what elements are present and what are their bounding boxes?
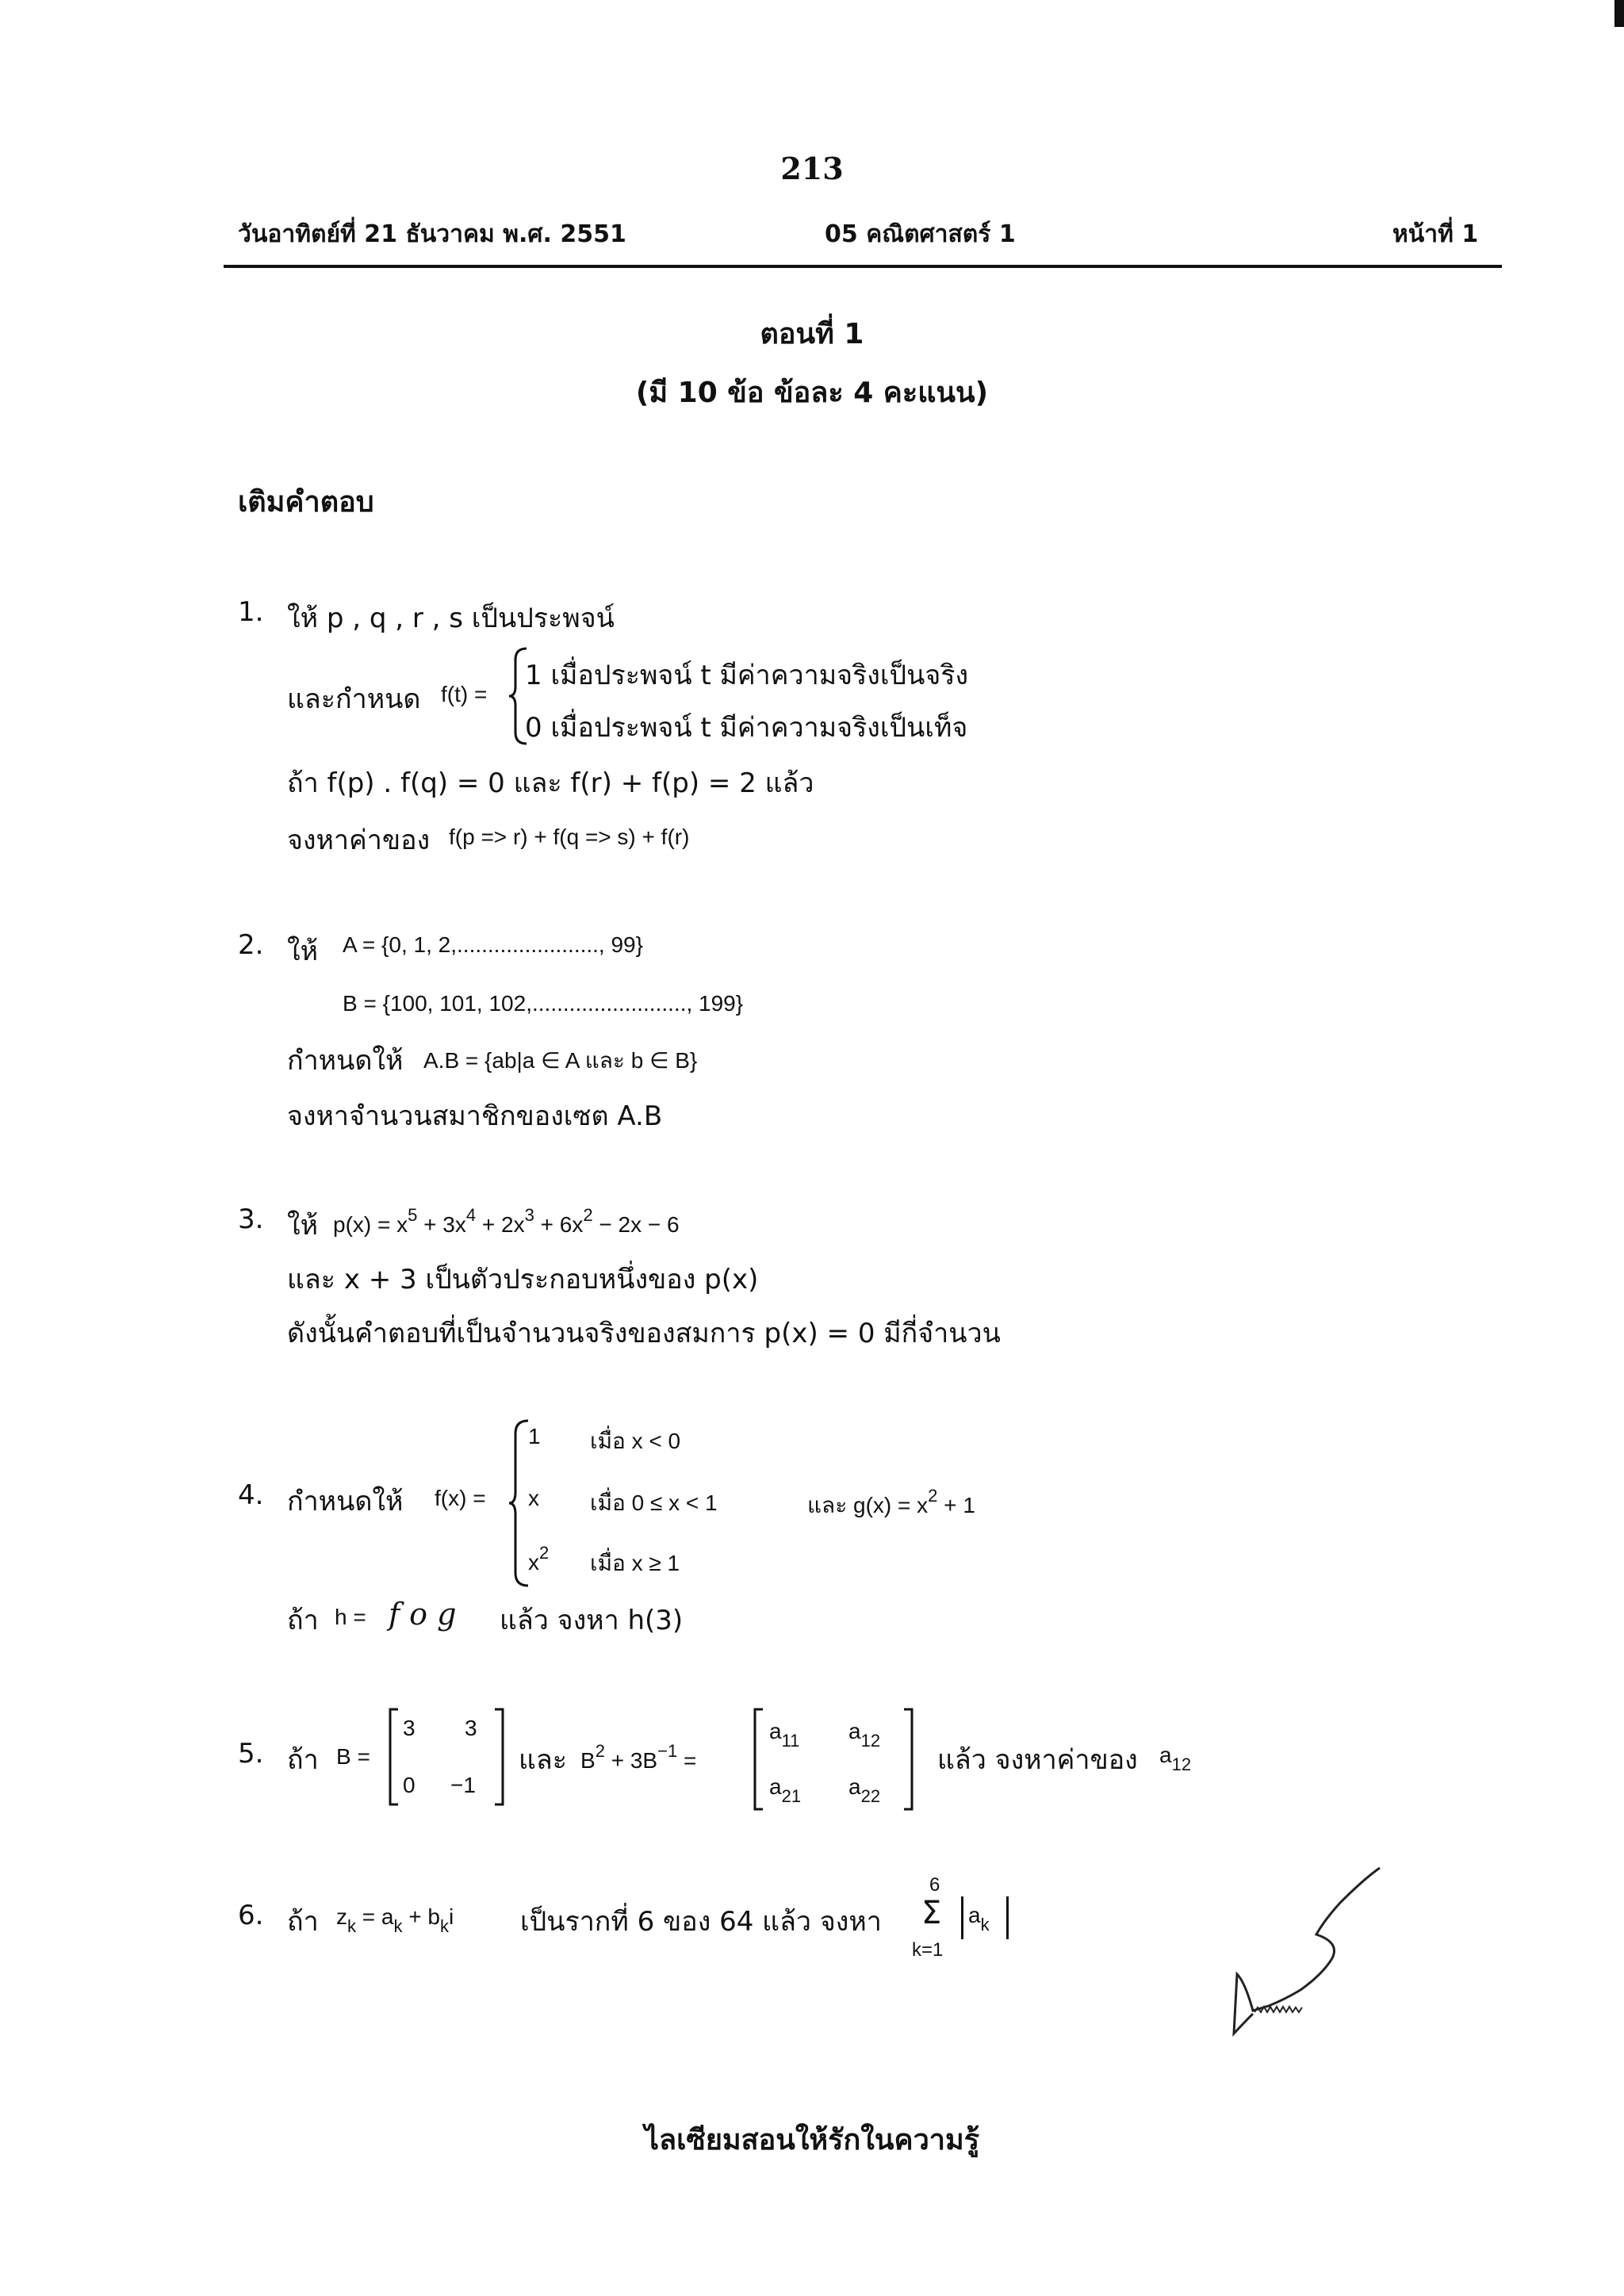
q3-exp-4: 4: [465, 1205, 477, 1225]
q4-line2-if: ถ้า: [287, 1605, 319, 1636]
q5-b-12: 3: [465, 1716, 477, 1740]
q5-matrix-a: [753, 1708, 914, 1811]
q3-polynomial: [333, 1205, 680, 1238]
q5-b-label: B =: [336, 1744, 370, 1769]
q1-case2: 0 เมื่อประพจน์ t มีค่าความจริงเป็นเท็จ: [525, 712, 968, 744]
q5-matrix-b: [389, 1708, 504, 1806]
q1-ask-label: จงหาค่าของ: [287, 825, 431, 856]
q6-a-sub: k: [393, 1916, 403, 1936]
q5-if: ถ้า: [287, 1744, 319, 1776]
q4-line2-h: h =: [335, 1605, 366, 1629]
q4-case3-base: x: [528, 1550, 539, 1575]
q6-abs-bars: [961, 1896, 1009, 1939]
q3-number: 3.: [238, 1203, 264, 1235]
q4-define-label: กำหนดให้: [287, 1486, 404, 1517]
q3-exp-2: 2: [583, 1205, 593, 1225]
q2-set-a: A = {0, 1, 2,......................., 99}: [343, 932, 643, 957]
header-subject: 05 คณิตศาสตร์ 1: [825, 220, 1016, 248]
q1-number: 1.: [238, 596, 264, 628]
q6-i: i: [448, 1904, 454, 1929]
q5-a-22: [848, 1774, 880, 1807]
signature-icon: [1221, 1863, 1396, 2045]
q4-g-label: และ g(x) = x: [807, 1493, 929, 1517]
header-page: หน้าที่ 1: [1392, 220, 1479, 248]
q6-expression: [336, 1904, 454, 1937]
q4-case3-value: [528, 1543, 549, 1575]
q5-target-base: a: [1159, 1743, 1172, 1767]
q5-a-21-sub: 21: [781, 1786, 802, 1806]
header-rule: [224, 265, 1502, 268]
q4-case2-condition: เมื่อ 0 ≤ x < 1: [590, 1490, 718, 1515]
q5-a-12-sub: 12: [860, 1731, 881, 1751]
q4-case1-value: 1: [528, 1424, 541, 1448]
q2-define-expr: A.B = {ab|a ∈ A และ b ∈ B}: [423, 1048, 698, 1073]
q2-set-b: B = {100, 101, 102,........................., 199}: [343, 991, 744, 1016]
q5-a-21-base: a: [769, 1774, 782, 1799]
q5-target-sub: 12: [1171, 1755, 1192, 1774]
q4-line2-fog: f o g: [389, 1597, 457, 1632]
q3-poly-lhs: p(x) = x: [333, 1212, 408, 1237]
q3-term-5: − 2x − 6: [592, 1212, 680, 1237]
header-date: วันอาทิตย์ที่ 21 ธันวาคม พ.ศ. 2551: [238, 220, 626, 248]
q3-term-4: + 6x: [534, 1212, 584, 1237]
q6-sum-upper: 6: [929, 1874, 940, 1896]
q5-and: และ: [519, 1744, 568, 1776]
q6-z: z: [336, 1904, 347, 1929]
q4-number: 4.: [238, 1479, 264, 1511]
q6-b-sub: k: [439, 1916, 449, 1936]
q4-case3-condition: เมื่อ x ≥ 1: [590, 1551, 680, 1575]
q5-a-12: [848, 1719, 880, 1751]
page-corner-mark: [1614, 0, 1624, 27]
q5-b-11: 3: [403, 1716, 416, 1740]
q6-text: เป็นรากที่ 6 ของ 64 แล้ว จงหา: [520, 1906, 882, 1938]
q3-exp-3: 3: [524, 1205, 534, 1225]
q6-if: ถ้า: [287, 1906, 319, 1938]
q5-number: 5.: [238, 1738, 264, 1770]
q1-ask-expr: f(p => r) + f(q => s) + f(r): [449, 825, 690, 849]
q3-exp-5: 5: [408, 1205, 418, 1225]
q2-define-label: กำหนดให้: [287, 1045, 404, 1077]
q4-case1-condition: เมื่อ x < 0: [590, 1429, 681, 1453]
q4-case2-value: x: [528, 1486, 539, 1510]
q6-plus-b: + b: [402, 1904, 440, 1929]
q5-a-22-sub: 22: [860, 1786, 881, 1806]
q6-z-sub: k: [347, 1916, 356, 1936]
q1-define-label: และกำหนด: [287, 683, 421, 715]
q2-give: ให้: [287, 936, 319, 967]
q1-fdef: f(t) =: [441, 682, 488, 706]
q5-expr-b: B: [580, 1748, 596, 1773]
q3-term-2: + 3x: [417, 1212, 466, 1237]
q2-ask: จงหาจำนวนสมาชิกของเซต A.B: [287, 1100, 663, 1132]
q4-g-tail: + 1: [937, 1493, 975, 1517]
q5-expr-exp-inv: −1: [657, 1741, 678, 1761]
q5-target: [1159, 1743, 1191, 1775]
q4-fdef: f(x) =: [435, 1486, 486, 1510]
q5-b-22: −1: [450, 1773, 476, 1797]
q6-eq-a: = a: [356, 1904, 394, 1929]
q5-then: แล้ว จงหาค่าของ: [937, 1744, 1138, 1776]
q1-case1: 1 เมื่อประพจน์ t มีค่าความจริงเป็นจริง: [525, 660, 969, 691]
q5-a-21: [769, 1774, 801, 1807]
q4-g-definition: [807, 1486, 975, 1523]
q5-expr-mid: + 3B: [604, 1748, 658, 1773]
q6-abs-sub: k: [980, 1915, 990, 1934]
q5-expression: [580, 1741, 696, 1774]
q6-sum-icon: Σ: [921, 1895, 942, 1931]
part-subtitle: (มี 10 ข้อ ข้อละ 4 คะแนน): [635, 377, 989, 409]
section-title: เติมคำตอบ: [238, 486, 374, 519]
q1-line1: ให้ p , q , r , s เป็นประพจน์: [287, 603, 615, 634]
q6-sum-lower: k=1: [912, 1939, 944, 1961]
q5-a-11-base: a: [769, 1719, 782, 1743]
q3-line2: และ x + 3 เป็นตัวประกอบหนึ่งของ p(x): [287, 1264, 759, 1295]
q1-line3: ถ้า f(p) . f(q) = 0 และ f(r) + f(p) = 2 แล้ว: [287, 767, 814, 799]
q5-a-12-base: a: [848, 1719, 861, 1743]
q6-number: 6.: [238, 1900, 264, 1931]
q3-term-3: + 2x: [476, 1212, 525, 1237]
q4-line2-ask: แล้ว จงหา h(3): [500, 1605, 684, 1636]
q6-abs-content: [968, 1903, 990, 1935]
q3-line3: ดังนั้นคำตอบที่เป็นจำนวนจริงของสมการ p(x) = 0 มีกี่จำนวน: [287, 1318, 1001, 1349]
q5-expr-eq: =: [677, 1748, 697, 1773]
page-number: 213: [780, 151, 844, 186]
q2-number: 2.: [238, 929, 264, 961]
footer-motto: ไลเซียมสอนให้รักในความรู้: [644, 2124, 980, 2156]
q5-a-11-sub: 11: [781, 1731, 800, 1751]
q5-a-11: [769, 1719, 799, 1751]
q6-abs-a: a: [968, 1903, 981, 1927]
q3-give: ให้: [287, 1210, 319, 1242]
q5-a-22-base: a: [848, 1774, 861, 1799]
q4-g-exp: 2: [928, 1486, 938, 1506]
q4-case3-exp: 2: [539, 1543, 550, 1563]
part-title: ตอนที่ 1: [760, 318, 864, 350]
q5-expr-exp-2: 2: [595, 1741, 605, 1761]
q5-b-21: 0: [403, 1773, 416, 1797]
